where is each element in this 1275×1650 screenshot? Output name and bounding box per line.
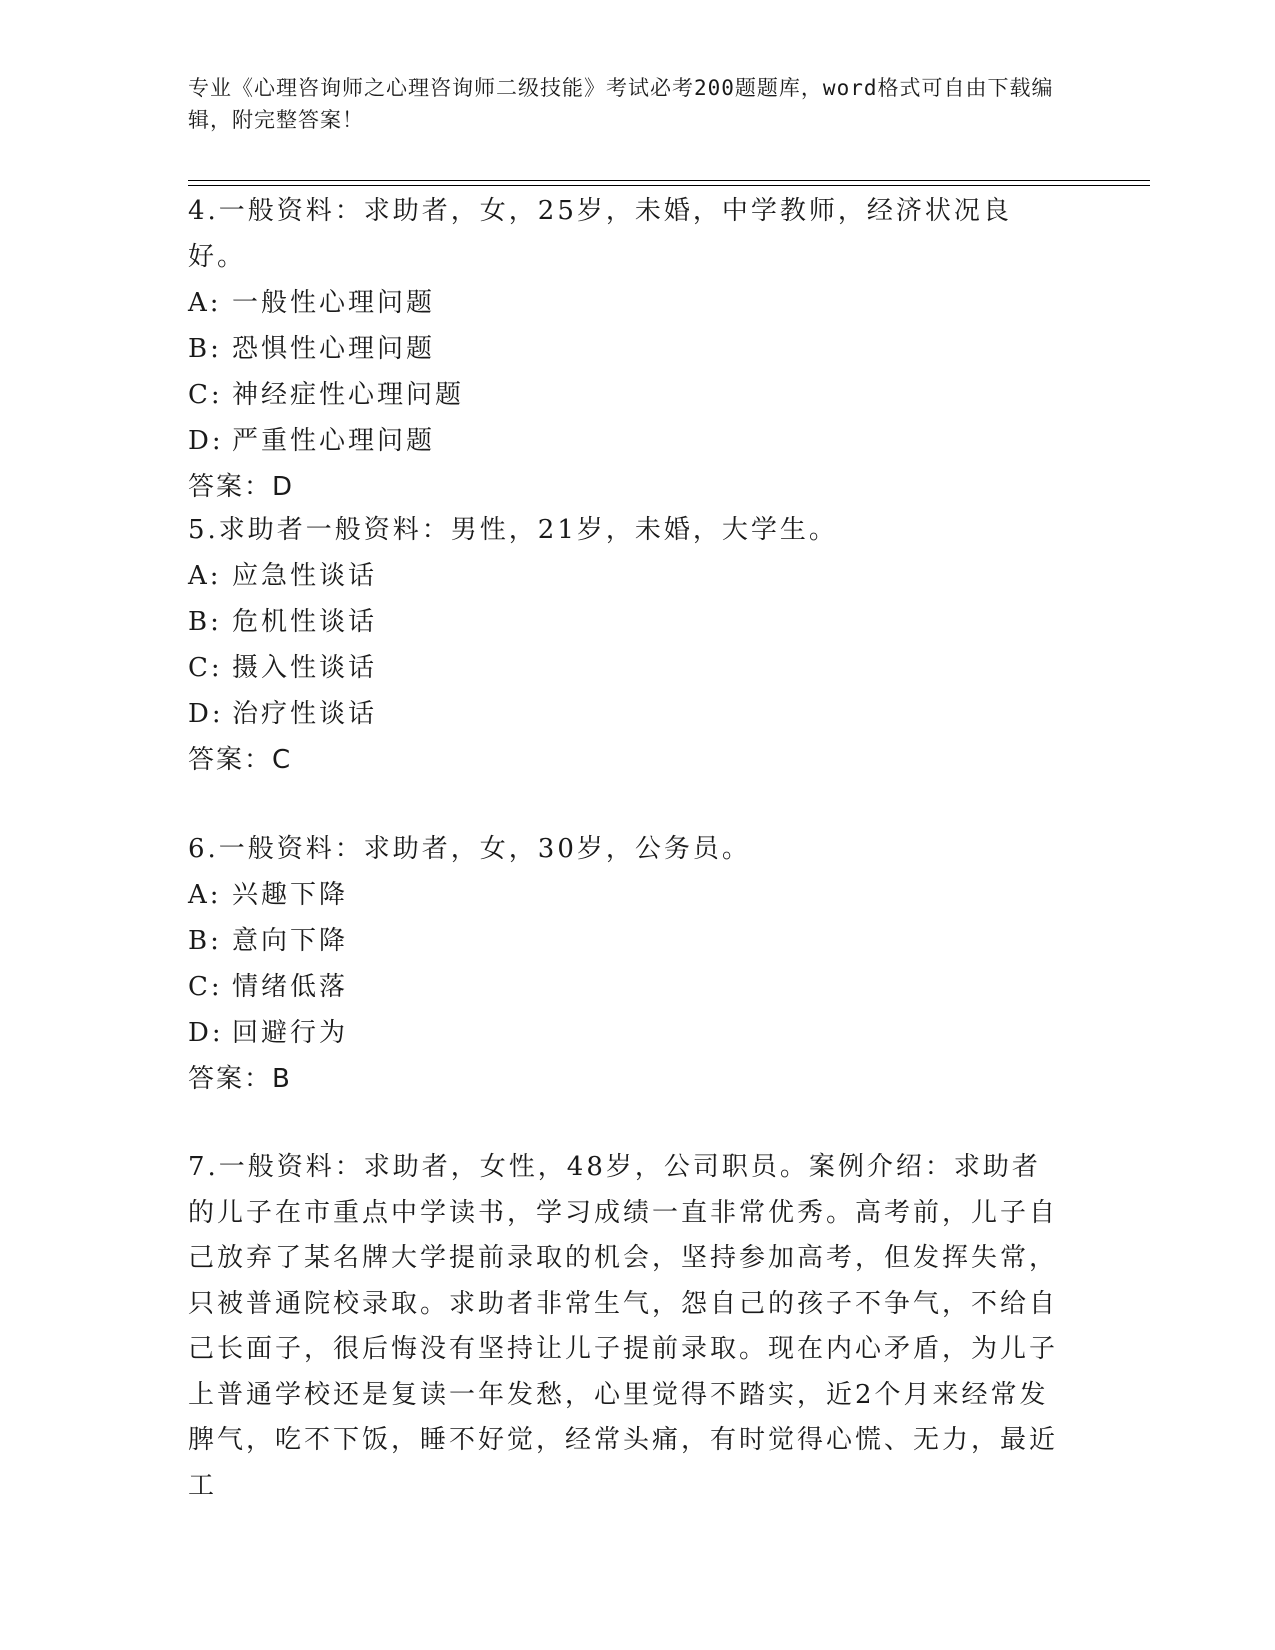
question-stem: 6.一般资料：求助者，女，30岁，公务员。 (188, 834, 751, 864)
option-text: 情绪低落 (232, 972, 349, 1002)
option-text: 神经症性心理问题 (232, 380, 465, 410)
option-letter: C: (188, 380, 223, 410)
option-letter: A: (188, 880, 222, 910)
header-divider-bottom (188, 185, 1150, 186)
option-a (188, 872, 1068, 918)
question-4 (188, 188, 1068, 510)
question-6 (188, 826, 1068, 1102)
question-5 (188, 507, 1068, 783)
option-b (188, 326, 1068, 372)
answer-label: 答案：C (188, 745, 293, 775)
option-letter: B: (188, 334, 222, 364)
answer-label: 答案：B (188, 1064, 292, 1094)
option-c (188, 372, 1068, 418)
question-stem: 5.求助者一般资料：男性，21岁，未婚，大学生。 (188, 515, 838, 545)
option-text: 恐惧性心理问题 (232, 334, 436, 364)
option-text: 危机性谈话 (232, 607, 378, 637)
option-letter: D: (188, 426, 224, 456)
option-b (188, 599, 1068, 645)
option-a (188, 553, 1068, 599)
option-text: 意向下降 (232, 926, 349, 956)
option-text: 回避行为 (232, 1018, 349, 1048)
document-header: 专业《心理咨询师之心理咨询师二级技能》考试必考200题题库，word格式可自由下载编辑，附完整答案！ (188, 76, 1054, 132)
option-letter: C: (188, 972, 223, 1002)
option-letter: B: (188, 607, 222, 637)
option-letter: A: (188, 561, 222, 591)
answer-label: 答案：D (188, 472, 295, 502)
option-letter: D: (188, 1018, 224, 1048)
option-letter: C: (188, 653, 223, 683)
option-text: 兴趣下降 (232, 880, 349, 910)
question-stem: 4.一般资料：求助者，女，25岁，未婚，中学教师，经济状况良好。 (188, 196, 1012, 272)
option-letter: A: (188, 288, 222, 318)
option-d (188, 691, 1068, 737)
option-letter: B: (188, 926, 222, 956)
option-d (188, 1010, 1068, 1056)
option-text: 应急性谈话 (232, 561, 378, 591)
option-a (188, 280, 1068, 326)
option-text: 严重性心理问题 (232, 426, 436, 456)
question-stem: 7.一般资料：求助者，女性，48岁，公司职员。案例介绍：求助者的儿子在市重点中学读书，学习成绩一直非常优秀。高考前，儿子自己放弃了某名牌大学提前录取的机会，坚持参加高考，但发挥失常，只被普通院校录取。求助者非常生气，怨自己的孩子不争气，不给自己长面子，很后悔没有坚持让儿子提前录取。现在内心矛盾，为儿子上普通学校还是复读一年发愁，心里觉得不踏实，近2个月来经常发脾气，吃不下饭，睡不好觉，经常头痛，有时觉得心慌、无力，最近工 (188, 1152, 1059, 1501)
option-text: 一般性心理问题 (232, 288, 436, 318)
question-7 (188, 1145, 1068, 1509)
option-c (188, 964, 1068, 1010)
header-divider-top (188, 180, 1150, 181)
option-d (188, 418, 1068, 464)
option-text: 摄入性谈话 (232, 653, 378, 683)
option-b (188, 918, 1068, 964)
option-letter: D: (188, 699, 224, 729)
option-text: 治疗性谈话 (232, 699, 378, 729)
option-c (188, 645, 1068, 691)
